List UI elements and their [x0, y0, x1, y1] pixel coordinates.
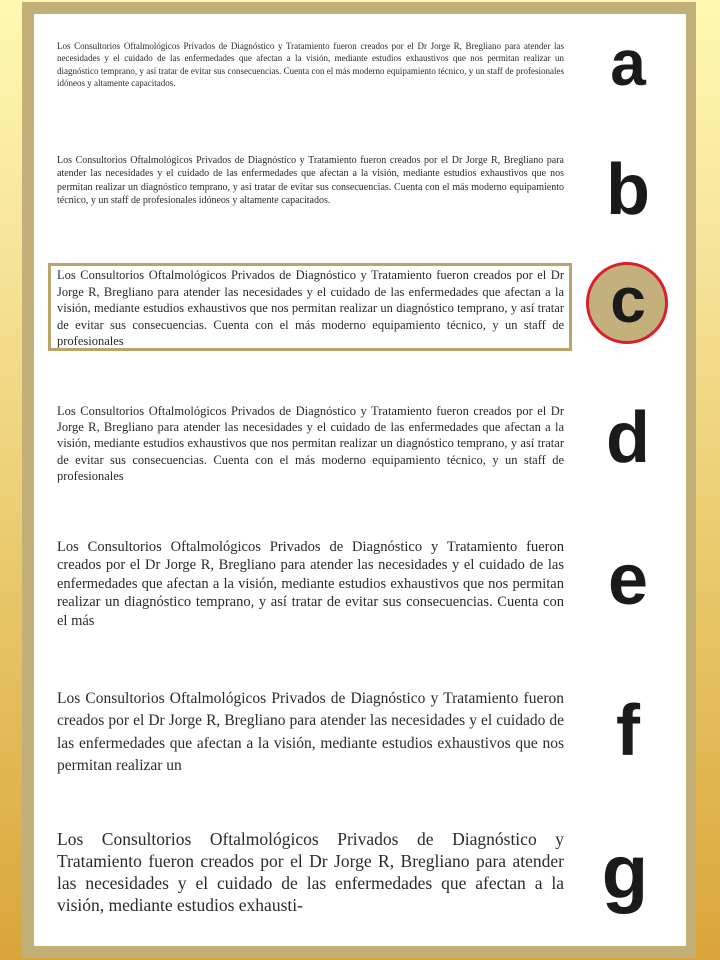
sample-text-f: Los Consultorios Oftalmológicos Privados de Diagnóstico y Tratamiento fueron creados por el Dr Jorge R, Bregliano para atender las necesidades y el cuidado de las enfermedades que afectan a la visión, mediante estudios exhaustivos que nos permitan realizar un	[57, 690, 564, 774]
option-label-g: g	[601, 830, 649, 915]
option-label-a: a	[610, 27, 646, 99]
option-label-b: b	[606, 150, 650, 230]
sample-text-c: Los Consultorios Oftalmológicos Privados de Diagnóstico y Tratamiento fueron creados por el Dr Jorge R, Bregliano para atender las necesidades y el cuidado de las enfermedades que afectan a la visión, mediante estudios exhaustivos que nos permitan realizar un diagnóstico temprano, y así tratar de evitar sus consecuencias. Cuenta con el más moderno equipamiento técnico, y un staff de profesionales	[57, 268, 564, 348]
option-label-e: e	[607, 540, 649, 620]
option-label-d: d	[606, 398, 650, 478]
sample-text-b: Los Consultorios Oftalmológicos Privados de Diagnóstico y Tratamiento fueron creados por el Dr Jorge R, Bregliano para atender las necesidades y el cuidado de las enfermedades que afectan a la visión, mediante estudios exhaustivos que nos permitan realizar un diagnóstico temprano, y así tratar de evitar sus consecuencias. Cuenta con el más moderno equipamiento técnico, y un staff de profesionales idóneos y altamente capacitados.	[57, 155, 564, 206]
sample-text-e: Los Consultorios Oftalmológicos Privados de Diagnóstico y Tratamiento fueron creados por el Dr Jorge R, Bregliano para atender las necesidades y el cuidado de las enfermedades que afectan a la visión, mediante estudios exhaustivos que nos permitan realizar un diagnóstico temprano, y así tratar de evitar sus consecuencias. Cuenta con el más	[57, 539, 564, 628]
option-label-f: f	[616, 691, 640, 771]
sample-text-a: Los Consultorios Oftalmológicos Privados de Diagnóstico y Tratamiento fueron creados por el Dr Jorge R, Bregliano para atender las necesidades y el cuidado de las enfermedades que afectan a la visión, mediante estudios exhaustivos que nos permitan realizar un diagnóstico temprano, y así tratar de evitar sus consecuencias. Cuenta con el más moderno equipamiento técnico, y un staff de profesionales idóneos y altamente capacitados.	[57, 41, 564, 88]
sample-text-d: Los Consultorios Oftalmológicos Privados de Diagnóstico y Tratamiento fueron creados por el Dr Jorge R, Bregliano para atender las necesidades y el cuidado de las enfermedades que afectan a la visión, mediante estudios exhaustivos que nos permitan realizar un diagnóstico temprano, y así tratar de evitar sus consecuencias. Cuenta con el más moderno equipamiento técnico, y un staff de profesionales	[57, 404, 564, 483]
sample-text-g: Los Consultorios Oftalmológicos Privados de Diagnóstico y Tratamiento fueron creados por el Dr Jorge R, Bregliano para atender las necesidades y el cuidado de las enfermedades que afectan a la visión, mediante estudios exhausti-	[57, 829, 564, 915]
option-label-c: c	[610, 264, 646, 336]
